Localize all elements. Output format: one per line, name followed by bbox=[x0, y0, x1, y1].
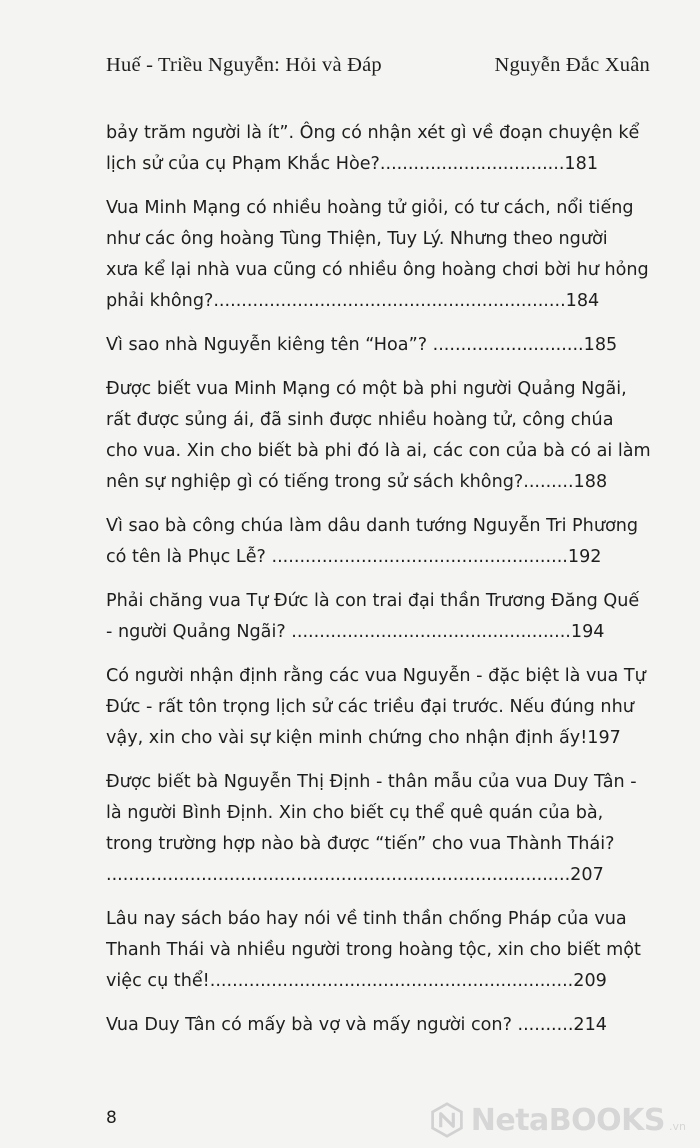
toc-entry-line: Thanh Thái và nhiều người trong hoàng tộc, xin cho biết một bbox=[106, 940, 641, 960]
toc-entry-line: bảy trăm người là ít”. Ông có nhận xét gì về đoạn chuyện kể bbox=[106, 123, 640, 143]
toc-entry-line: cho vua. Xin cho biết bà phi đó là ai, các con của bà có ai làm bbox=[106, 441, 651, 461]
toc-entry bbox=[106, 586, 654, 648]
toc-entry-line: rất được sủng ái, đã sinh được nhiều hoàng tử, công chúa bbox=[106, 410, 614, 430]
toc-entry bbox=[106, 193, 654, 317]
toc-entry-line: Lâu nay sách báo hay nói về tinh thần chống Pháp của vua bbox=[106, 909, 627, 929]
toc-entry bbox=[106, 1010, 654, 1041]
toc-entry bbox=[106, 767, 654, 891]
toc-entry-line: phải không?...............................................................184 bbox=[106, 291, 600, 311]
toc-entry-line: Vì sao nhà Nguyễn kiêng tên “Hoa”? ...........................185 bbox=[106, 335, 618, 355]
toc-entry-line: - người Quảng Ngãi? ..................................................194 bbox=[106, 622, 605, 642]
toc-entry bbox=[106, 330, 654, 361]
toc-entry-line: Được biết bà Nguyễn Thị Định - thân mẫu của vua Duy Tân - bbox=[106, 772, 637, 792]
page-number: 8 bbox=[106, 1108, 117, 1128]
toc-entry-line: Vua Duy Tân có mấy bà vợ và mấy người con? ..........214 bbox=[106, 1015, 607, 1035]
toc-entry bbox=[106, 904, 654, 997]
book-author: Nguyễn Đắc Xuân bbox=[494, 54, 650, 76]
running-header bbox=[106, 54, 650, 77]
toc-entry bbox=[106, 661, 654, 754]
neta-logo-icon bbox=[429, 1102, 465, 1138]
watermark-suffix: .vn bbox=[669, 1119, 686, 1133]
toc-entry bbox=[106, 511, 654, 573]
toc-entry-line: vậy, xin cho vài sự kiện minh chứng cho nhận định ấy!197 bbox=[106, 728, 621, 748]
toc-entry-line: có tên là Phục Lễ? .....................................................192 bbox=[106, 547, 602, 567]
toc-entry-line: việc cụ thể!.................................................................209 bbox=[106, 971, 607, 991]
toc-entry-line: xưa kể lại nhà vua cũng có nhiều ông hoàng chơi bời hư hỏng bbox=[106, 260, 649, 280]
toc-entry-line: như các ông hoàng Tùng Thiện, Tuy Lý. Nhưng theo người bbox=[106, 229, 608, 249]
toc-entry-line: lịch sử của cụ Phạm Khắc Hòe?.................................181 bbox=[106, 154, 599, 174]
toc-entry-line: Vua Minh Mạng có nhiều hoàng tử giỏi, có tư cách, nổi tiếng bbox=[106, 198, 634, 218]
toc-entry-line: ...................................................................................207 bbox=[106, 865, 604, 885]
toc-entry-line: Phải chăng vua Tự Đức là con trai đại thần Trương Đăng Quế bbox=[106, 591, 640, 611]
toc-entry-line: Có người nhận định rằng các vua Nguyễn - đặc biệt là vua Tự bbox=[106, 666, 646, 686]
watermark bbox=[429, 1102, 686, 1138]
toc-entry-line: Đức - rất tôn trọng lịch sử các triều đại trước. Nếu đúng như bbox=[106, 697, 634, 717]
toc-entry-line: trong trường hợp nào bà được “tiến” cho vua Thành Thái? bbox=[106, 834, 615, 854]
toc-entry-line: nên sự nghiệp gì có tiếng trong sử sách không?.........188 bbox=[106, 472, 608, 492]
book-title: Huế - Triều Nguyễn: Hỏi và Đáp bbox=[106, 54, 382, 76]
toc-entry bbox=[106, 374, 654, 498]
table-of-contents bbox=[106, 118, 654, 1054]
toc-entry bbox=[106, 118, 654, 180]
toc-entry-line: Được biết vua Minh Mạng có một bà phi người Quảng Ngãi, bbox=[106, 379, 627, 399]
watermark-brand: NetaBOOKS bbox=[470, 1102, 666, 1138]
toc-entry-line: Vì sao bà công chúa làm dâu danh tướng Nguyễn Tri Phương bbox=[106, 516, 639, 536]
toc-entry-line: là người Bình Định. Xin cho biết cụ thể quê quán của bà, bbox=[106, 803, 604, 823]
